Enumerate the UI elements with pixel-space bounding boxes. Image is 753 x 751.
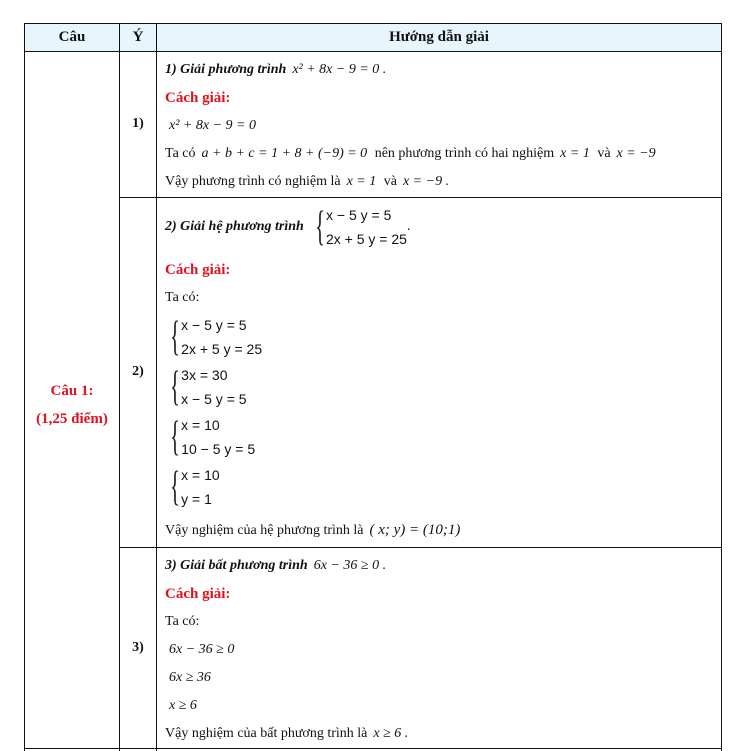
system-step: { x − 5 y = 5 2x + 5 y = 25 bbox=[170, 313, 263, 360]
reasoning-line: Ta có a + b + c = 1 + 8 + (−9) = 0 nên phương trình có hai nghiệm x = 1 và x = −9 bbox=[165, 146, 656, 161]
header-guide: Hướng dẫn giải bbox=[389, 29, 489, 45]
part-title: 2) Giải hệ phương trình { x − 5 y = 5 2x + 5 y = 25 . bbox=[165, 203, 411, 250]
title-inequality: 6x − 36 ≥ 0 . bbox=[313, 558, 387, 573]
conclusion-line: Vậy phương trình có nghiệm là x = 1 và x = −9 . bbox=[165, 174, 450, 189]
question-cell bbox=[25, 52, 120, 748]
conclusion-line: Vậy nghiệm của hệ phương trình là ( x; y) = (10;1) bbox=[165, 521, 461, 538]
equation-step: x² + 8x − 9 = 0 bbox=[169, 118, 256, 133]
part-2-content bbox=[157, 198, 721, 547]
conclusion-line: Vậy nghiệm của bất phương trình là x ≥ 6 . bbox=[165, 726, 409, 741]
brace-icon: { bbox=[170, 363, 181, 410]
title-system: { x − 5 y = 5 2x + 5 y = 25 bbox=[314, 203, 407, 250]
part-2-row bbox=[120, 198, 721, 548]
brace-icon: { bbox=[170, 413, 181, 460]
system-step: { x = 10 10 − 5 y = 5 bbox=[170, 413, 256, 460]
question-1-row bbox=[24, 52, 722, 749]
method-label: Cách giải: bbox=[165, 261, 231, 278]
part-3-content bbox=[157, 548, 721, 748]
part-1-content bbox=[157, 52, 721, 197]
part-title: 3) Giải bất phương trình 6x − 36 ≥ 0 . bbox=[165, 558, 387, 573]
part-1-row bbox=[120, 52, 721, 198]
part-label: 1) bbox=[120, 52, 157, 197]
header-cau: Câu bbox=[25, 24, 120, 51]
part-title: 1) Giải phương trình x² + 8x − 9 = 0 . bbox=[165, 62, 387, 77]
system-step: { x = 10 y = 1 bbox=[170, 463, 220, 510]
header-y: Ý bbox=[120, 24, 157, 51]
part-label: 3) bbox=[120, 548, 157, 748]
brace-icon: { bbox=[170, 313, 181, 360]
solution-table bbox=[24, 23, 722, 749]
method-label: Cách giải: bbox=[165, 586, 231, 602]
question-points: (1,25 điểm) bbox=[36, 411, 108, 427]
table-header-row bbox=[24, 23, 722, 52]
title-equation: x² + 8x − 9 = 0 . bbox=[292, 62, 387, 77]
question-label: Câu 1: bbox=[50, 383, 94, 399]
system-step: { 3x = 30 x − 5 y = 5 bbox=[170, 363, 247, 410]
brace-icon: { bbox=[170, 463, 181, 510]
part-3-row bbox=[120, 548, 721, 748]
inequality-step: 6x ≥ 36 bbox=[169, 670, 211, 685]
brace-icon: { bbox=[314, 203, 325, 250]
inequality-step: x ≥ 6 bbox=[169, 698, 197, 713]
intro-line: Ta có: bbox=[165, 289, 200, 305]
part-label: 2) bbox=[120, 198, 157, 547]
intro-line: Ta có: bbox=[165, 614, 200, 629]
method-label: Cách giải: bbox=[165, 90, 231, 106]
inequality-step: 6x − 36 ≥ 0 bbox=[169, 642, 235, 657]
